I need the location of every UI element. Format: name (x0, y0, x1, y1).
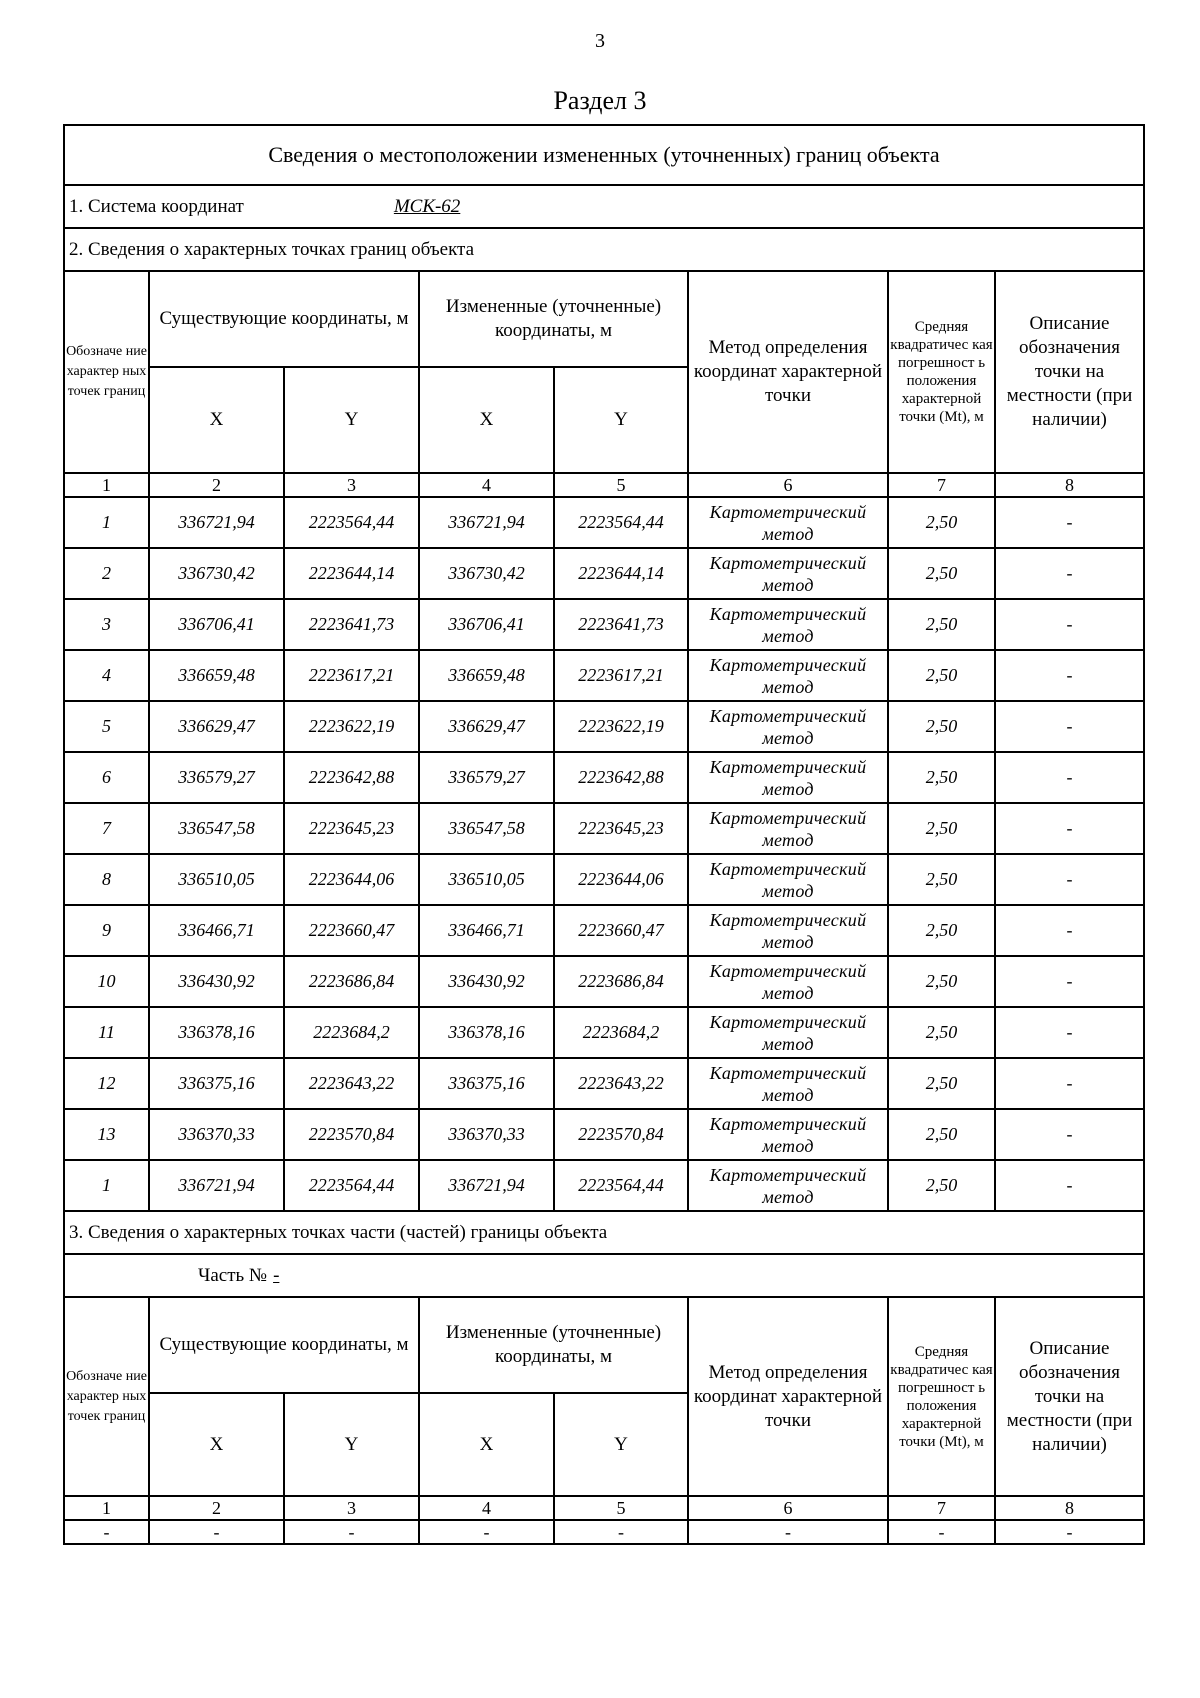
description-cell: - (995, 905, 1144, 956)
existing-x-cell: 336579,27 (149, 752, 284, 803)
point-cell: 6 (64, 752, 149, 803)
section2-title: 2. Сведения о характерных точках границ объекта (64, 228, 1144, 271)
description-cell: - (995, 650, 1144, 701)
changed-x-cell: 336721,94 (419, 497, 554, 548)
description-cell: - (995, 497, 1144, 548)
part-cell-method: - (688, 1520, 888, 1544)
main-header-changed: Измененные (уточненные) координаты, м (419, 271, 688, 367)
part-row (64, 1254, 1144, 1297)
table-row (64, 701, 1144, 752)
method-cell: Картометрический метод (688, 905, 888, 956)
part-label: Часть № (198, 1264, 268, 1286)
point-cell: 7 (64, 803, 149, 854)
changed-y-cell: 2223622,19 (554, 701, 688, 752)
existing-x-cell: 336370,33 (149, 1109, 284, 1160)
method-cell: Картометрический метод (688, 803, 888, 854)
existing-y-cell: 2223684,2 (284, 1007, 419, 1058)
point-cell: 12 (64, 1058, 149, 1109)
existing-x-cell: 336629,47 (149, 701, 284, 752)
changed-x-cell: 336466,71 (419, 905, 554, 956)
changed-y-cell: 2223660,47 (554, 905, 688, 956)
changed-x-cell: 336579,27 (419, 752, 554, 803)
section3-title: 3. Сведения о характерных точках части (частей) границы объекта (64, 1211, 1144, 1254)
existing-x-cell: 336378,16 (149, 1007, 284, 1058)
main-column-number: 8 (995, 473, 1144, 497)
method-cell: Картометрический метод (688, 650, 888, 701)
main-column-number: 1 (64, 473, 149, 497)
table-row (64, 854, 1144, 905)
point-cell: 10 (64, 956, 149, 1007)
existing-y-cell: 2223660,47 (284, 905, 419, 956)
main-header-accuracy: Средняя квадратичес кая погрешност ь положения характерной точки (Mt), м (888, 271, 995, 473)
part-header-existing: Существующие координаты, м (149, 1297, 419, 1393)
changed-y-cell: 2223686,84 (554, 956, 688, 1007)
existing-x-cell: 336730,42 (149, 548, 284, 599)
existing-x-cell: 336547,58 (149, 803, 284, 854)
accuracy-cell: 2,50 (888, 1160, 995, 1211)
existing-y-cell: 2223644,06 (284, 854, 419, 905)
table-row (64, 956, 1144, 1007)
accuracy-cell: 2,50 (888, 1109, 995, 1160)
table-title: Сведения о местоположении измененных (уточненных) границ объекта (64, 125, 1144, 185)
main-column-number: 6 (688, 473, 888, 497)
part-cell (64, 1254, 1144, 1297)
changed-x-cell: 336706,41 (419, 599, 554, 650)
accuracy-cell: 2,50 (888, 854, 995, 905)
method-cell: Картометрический метод (688, 854, 888, 905)
main-column-number: 5 (554, 473, 688, 497)
point-cell: 1 (64, 497, 149, 548)
method-cell: Картометрический метод (688, 701, 888, 752)
part-cell-ch_y: - (554, 1520, 688, 1544)
existing-x-cell: 336510,05 (149, 854, 284, 905)
main-header-existing: Существующие координаты, м (149, 271, 419, 367)
existing-x-cell: 336721,94 (149, 497, 284, 548)
method-cell: Картометрический метод (688, 956, 888, 1007)
part-column-number: 5 (554, 1496, 688, 1520)
point-cell: 4 (64, 650, 149, 701)
accuracy-cell: 2,50 (888, 548, 995, 599)
section3-row (64, 1211, 1144, 1254)
main-column-number: 4 (419, 473, 554, 497)
existing-x-cell: 336375,16 (149, 1058, 284, 1109)
part-cell-ex_y: - (284, 1520, 419, 1544)
existing-y-cell: 2223642,88 (284, 752, 419, 803)
part-column-number: 2 (149, 1496, 284, 1520)
point-cell: 13 (64, 1109, 149, 1160)
table-row (64, 752, 1144, 803)
main-column-number: 3 (284, 473, 419, 497)
part-header-row (64, 1297, 1144, 1393)
description-cell: - (995, 803, 1144, 854)
description-cell: - (995, 1058, 1144, 1109)
part-value: - (273, 1264, 280, 1286)
changed-y-cell: 2223684,2 (554, 1007, 688, 1058)
changed-x-cell: 336430,92 (419, 956, 554, 1007)
description-cell: - (995, 548, 1144, 599)
description-cell: - (995, 854, 1144, 905)
existing-x-cell: 336466,71 (149, 905, 284, 956)
part-cell-ex_x: - (149, 1520, 284, 1544)
changed-x-cell: 336547,58 (419, 803, 554, 854)
existing-y-cell: 2223641,73 (284, 599, 419, 650)
part-header-method: Метод определения координат характерной точки (688, 1297, 888, 1496)
table-row (64, 548, 1144, 599)
changed-x-cell: 336378,16 (419, 1007, 554, 1058)
description-cell: - (995, 1109, 1144, 1160)
main-column-number: 7 (888, 473, 995, 497)
part-header-y-3: Y (554, 1393, 688, 1496)
part-header-y-1: Y (284, 1393, 419, 1496)
existing-y-cell: 2223644,14 (284, 548, 419, 599)
description-cell: - (995, 1160, 1144, 1211)
main-header-x-0: X (149, 367, 284, 473)
point-cell: 1 (64, 1160, 149, 1211)
method-cell: Картометрический метод (688, 1007, 888, 1058)
part-header-changed: Измененные (уточненные) координаты, м (419, 1297, 688, 1393)
accuracy-cell: 2,50 (888, 803, 995, 854)
description-cell: - (995, 1007, 1144, 1058)
existing-x-cell: 336721,94 (149, 1160, 284, 1211)
table-row (64, 1058, 1144, 1109)
coordinate-system-label: 1. Система координат (69, 195, 244, 217)
table-row (64, 650, 1144, 701)
existing-y-cell: 2223645,23 (284, 803, 419, 854)
changed-y-cell: 2223641,73 (554, 599, 688, 650)
method-cell: Картометрический метод (688, 548, 888, 599)
existing-x-cell: 336430,92 (149, 956, 284, 1007)
main-header-description: Описание обозначения точки на местности (при наличии) (995, 271, 1144, 473)
description-cell: - (995, 752, 1144, 803)
existing-y-cell: 2223564,44 (284, 497, 419, 548)
changed-y-cell: 2223564,44 (554, 497, 688, 548)
changed-y-cell: 2223570,84 (554, 1109, 688, 1160)
main-column-numbers-row (64, 473, 1144, 497)
description-cell: - (995, 956, 1144, 1007)
existing-y-cell: 2223617,21 (284, 650, 419, 701)
existing-x-cell: 336706,41 (149, 599, 284, 650)
table-row (64, 1160, 1144, 1211)
method-cell: Картометрический метод (688, 1160, 888, 1211)
changed-x-cell: 336730,42 (419, 548, 554, 599)
method-cell: Картометрический метод (688, 599, 888, 650)
table-row (64, 1007, 1144, 1058)
main-header-row (64, 271, 1144, 367)
accuracy-cell: 2,50 (888, 497, 995, 548)
point-cell: 3 (64, 599, 149, 650)
point-cell: 8 (64, 854, 149, 905)
changed-x-cell: 336629,47 (419, 701, 554, 752)
changed-x-cell: 336659,48 (419, 650, 554, 701)
coordinate-system-row (64, 185, 1144, 228)
part-header-x-0: X (149, 1393, 284, 1496)
changed-y-cell: 2223645,23 (554, 803, 688, 854)
changed-x-cell: 336510,05 (419, 854, 554, 905)
changed-x-cell: 336721,94 (419, 1160, 554, 1211)
part-column-number: 6 (688, 1496, 888, 1520)
main-header-method: Метод определения координат характерной точки (688, 271, 888, 473)
changed-y-cell: 2223564,44 (554, 1160, 688, 1211)
table-row (64, 497, 1144, 548)
part-cell-mt: - (888, 1520, 995, 1544)
main-header-y-1: Y (284, 367, 419, 473)
coordinate-system-value: МСК-62 (393, 195, 461, 217)
main-header-x-2: X (419, 367, 554, 473)
part-header-accuracy: Средняя квадратичес кая погрешност ь положения характерной точки (Mt), м (888, 1297, 995, 1496)
part-header-description: Описание обозначения точки на местности (при наличии) (995, 1297, 1144, 1496)
part-cell-desc: - (995, 1520, 1144, 1544)
existing-y-cell: 2223564,44 (284, 1160, 419, 1211)
boundary-table (63, 124, 1145, 1545)
main-header-y-3: Y (554, 367, 688, 473)
accuracy-cell: 2,50 (888, 1007, 995, 1058)
accuracy-cell: 2,50 (888, 1058, 995, 1109)
accuracy-cell: 2,50 (888, 599, 995, 650)
part-table-row (64, 1520, 1144, 1544)
main-header-point: Обозначе ние характер ных точек границ (64, 271, 149, 473)
table-row (64, 905, 1144, 956)
part-column-number: 1 (64, 1496, 149, 1520)
changed-x-cell: 336375,16 (419, 1058, 554, 1109)
accuracy-cell: 2,50 (888, 701, 995, 752)
description-cell: - (995, 701, 1144, 752)
accuracy-cell: 2,50 (888, 650, 995, 701)
changed-x-cell: 336370,33 (419, 1109, 554, 1160)
main-column-number: 2 (149, 473, 284, 497)
point-cell: 5 (64, 701, 149, 752)
part-column-numbers-row (64, 1496, 1144, 1520)
part-column-number: 3 (284, 1496, 419, 1520)
changed-y-cell: 2223617,21 (554, 650, 688, 701)
part-header-x-2: X (419, 1393, 554, 1496)
method-cell: Картометрический метод (688, 752, 888, 803)
section-title: Раздел 3 (553, 86, 647, 115)
changed-y-cell: 2223644,14 (554, 548, 688, 599)
point-cell: 2 (64, 548, 149, 599)
table-row (64, 803, 1144, 854)
description-cell: - (995, 599, 1144, 650)
existing-y-cell: 2223643,22 (284, 1058, 419, 1109)
changed-y-cell: 2223643,22 (554, 1058, 688, 1109)
part-header-point: Обозначе ние характер ных точек границ (64, 1297, 149, 1496)
method-cell: Картометрический метод (688, 1058, 888, 1109)
accuracy-cell: 2,50 (888, 905, 995, 956)
accuracy-cell: 2,50 (888, 752, 995, 803)
accuracy-cell: 2,50 (888, 956, 995, 1007)
part-cell-pt: - (64, 1520, 149, 1544)
part-column-number: 8 (995, 1496, 1144, 1520)
existing-x-cell: 336659,48 (149, 650, 284, 701)
point-cell: 11 (64, 1007, 149, 1058)
method-cell: Картометрический метод (688, 497, 888, 548)
table-row (64, 1109, 1144, 1160)
changed-y-cell: 2223644,06 (554, 854, 688, 905)
part-column-number: 4 (419, 1496, 554, 1520)
existing-y-cell: 2223622,19 (284, 701, 419, 752)
table-row (64, 599, 1144, 650)
part-cell-ch_x: - (419, 1520, 554, 1544)
part-column-number: 7 (888, 1496, 995, 1520)
existing-y-cell: 2223570,84 (284, 1109, 419, 1160)
changed-y-cell: 2223642,88 (554, 752, 688, 803)
existing-y-cell: 2223686,84 (284, 956, 419, 1007)
point-cell: 9 (64, 905, 149, 956)
method-cell: Картометрический метод (688, 1109, 888, 1160)
page-number: 3 (595, 30, 605, 52)
